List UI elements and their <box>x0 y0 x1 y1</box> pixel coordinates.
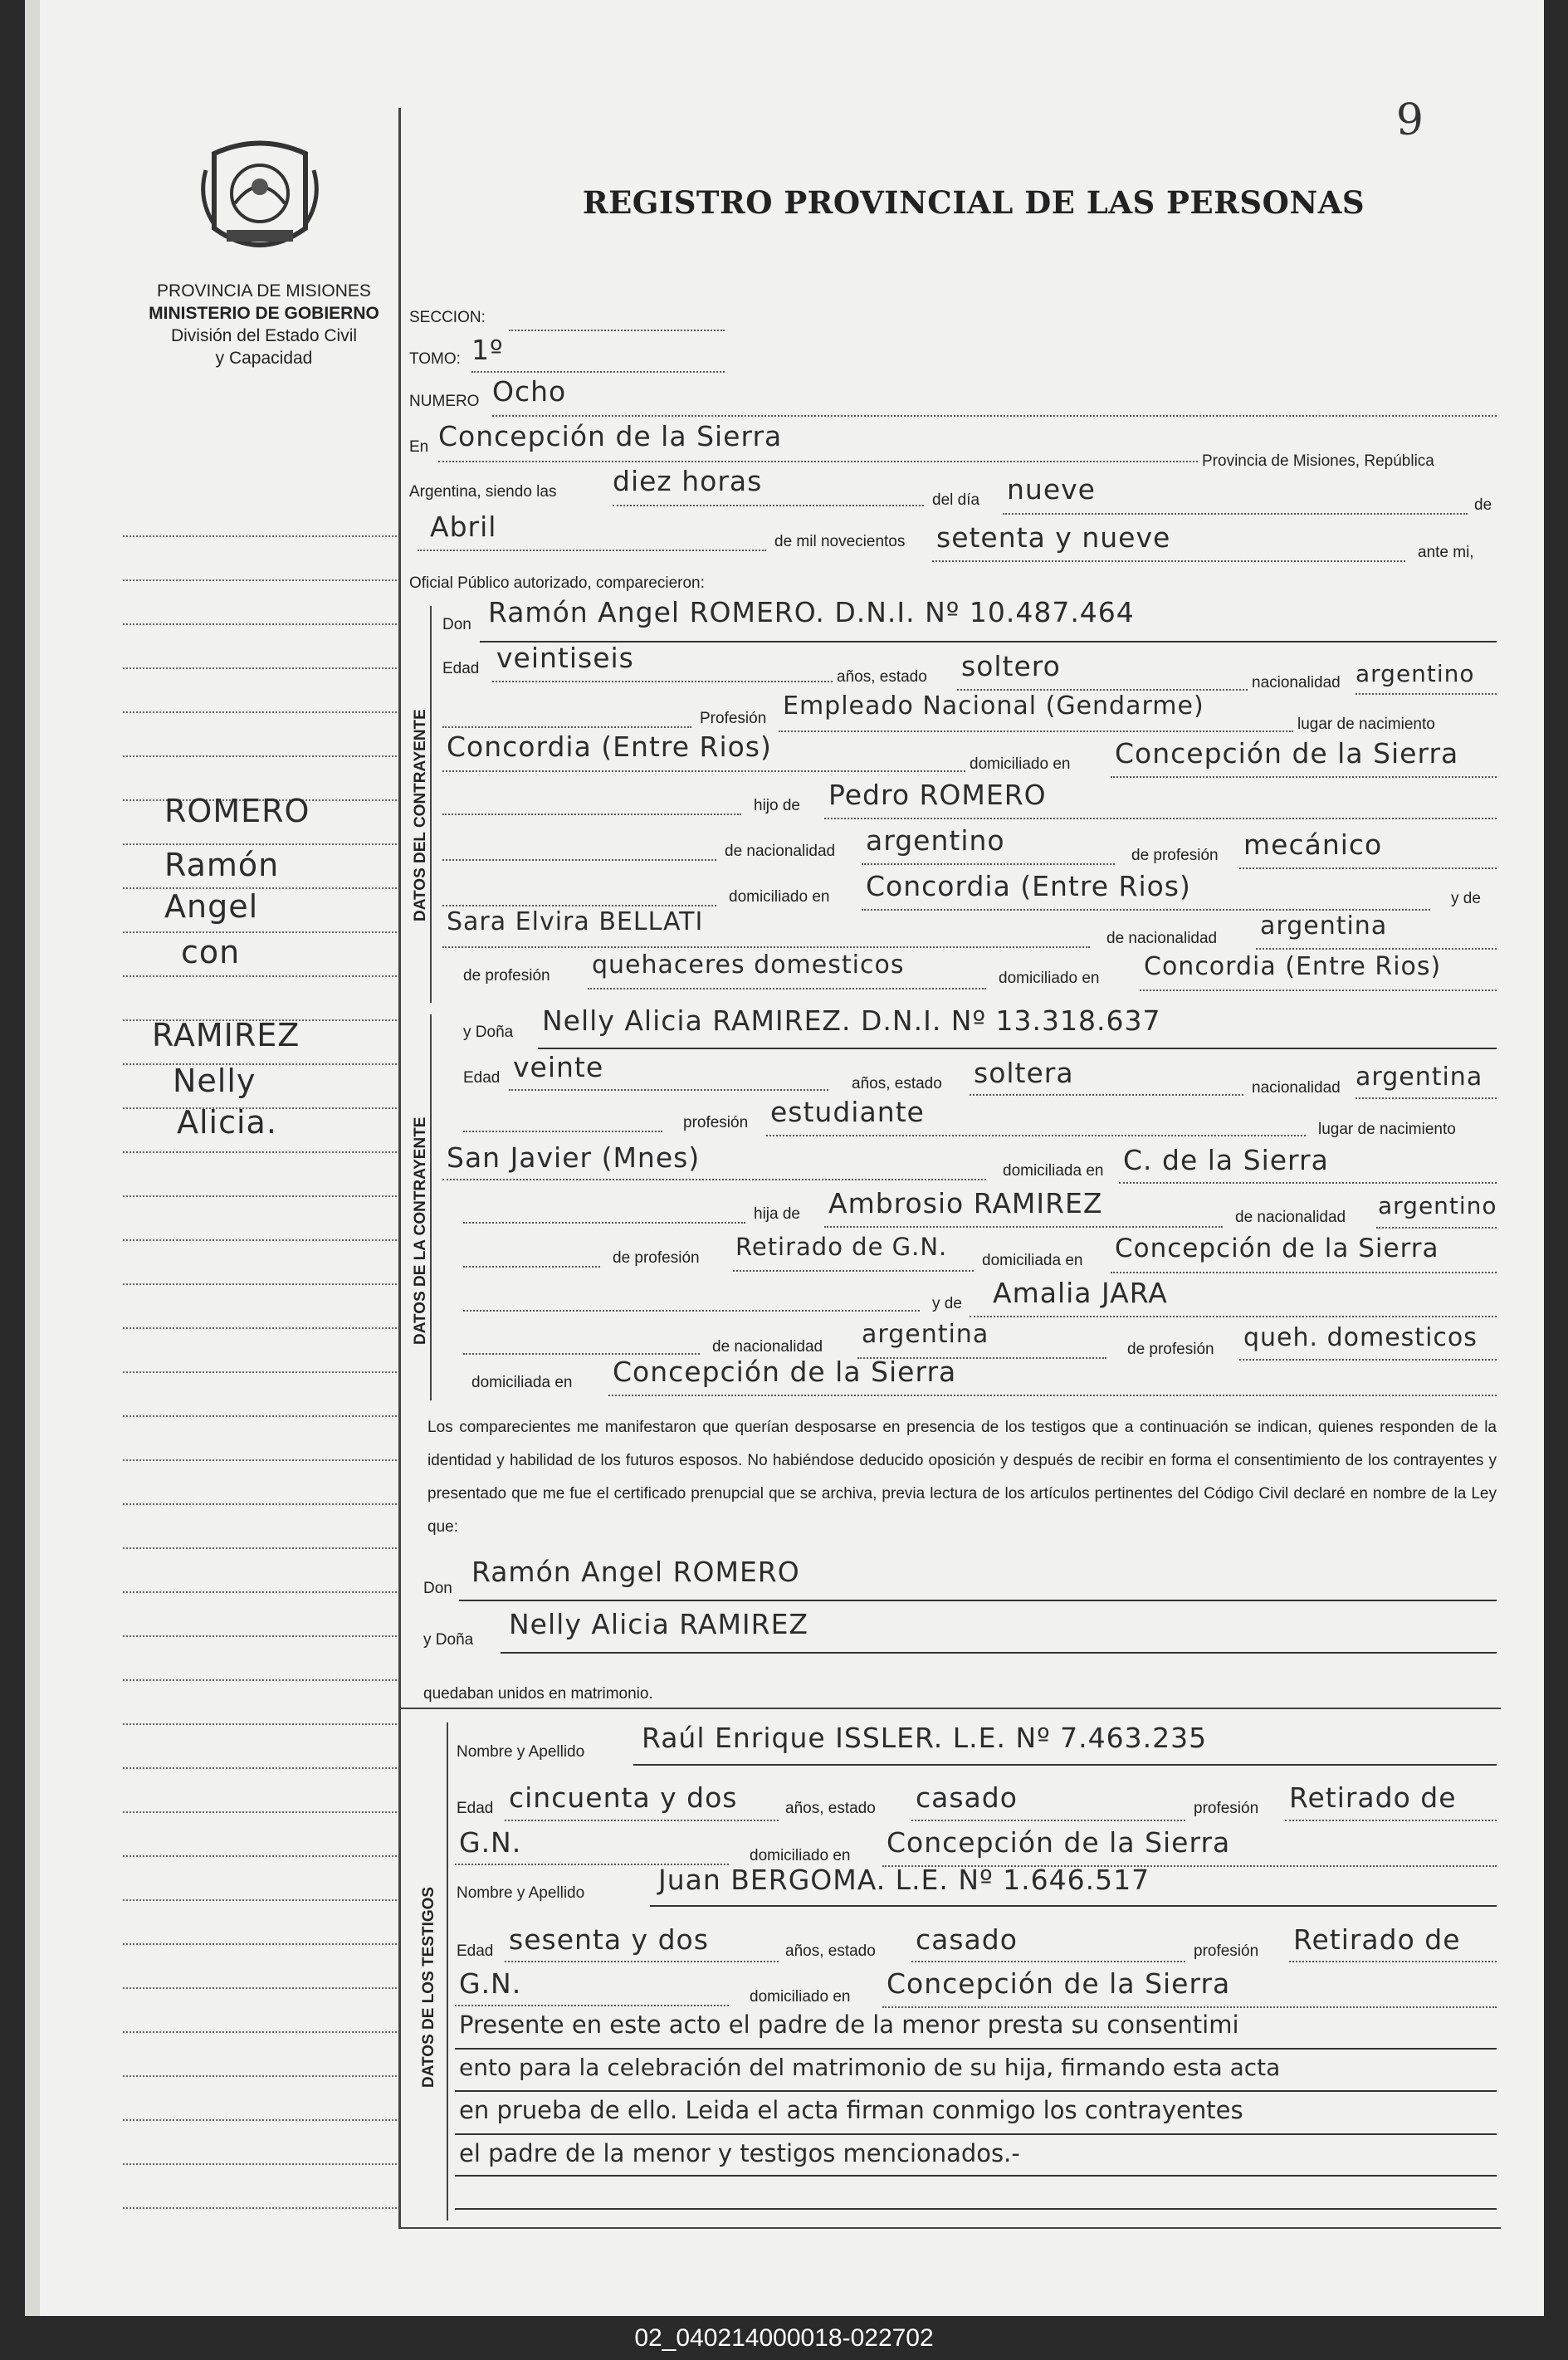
t2-prof2-line <box>455 2005 729 2006</box>
margin-line <box>123 579 397 581</box>
tomo-value: 1º <box>471 334 504 366</box>
obs-line <box>455 2133 1497 2135</box>
estado-el-value: soltero <box>961 650 1061 682</box>
margin-line <box>123 1547 397 1549</box>
margin-line <box>123 535 397 537</box>
madre-line <box>442 946 1090 948</box>
margin-line <box>123 843 397 845</box>
margin-line <box>123 755 397 757</box>
domiciliada-label: domiciliada en <box>982 1252 1083 1269</box>
margin-line <box>123 2207 397 2209</box>
nombre-apellido-label: Nombre y Apellido <box>457 1884 585 1902</box>
edad-ella-value: veinte <box>513 1051 604 1083</box>
prof-madre-el-value: quehaceres domesticos <box>592 950 905 980</box>
padre-line <box>824 1226 1223 1228</box>
dom-padre-ella-value: Concepción de la Sierra <box>1115 1234 1439 1263</box>
margin-line <box>123 931 397 933</box>
tomo-label: TOMO: <box>409 350 461 368</box>
margin-note-line: ROMERO <box>164 793 310 829</box>
section-label-testigos: DATOS DE LOS TESTIGOS <box>420 1886 437 2088</box>
nac-padre-ella-value: argentino <box>1378 1192 1497 1219</box>
margin-line <box>123 1855 397 1857</box>
margin-line <box>123 1635 397 1637</box>
margin-note-line: Ramón <box>164 847 280 883</box>
dona-value: Nelly Alicia RAMIREZ. D.N.I. Nº 13.318.637 <box>542 1004 1161 1037</box>
bottom-rule <box>398 2227 1501 2229</box>
domiciliado-label: domiciliado en <box>750 1847 851 1864</box>
madre-ella-value: Amalia JARA <box>993 1277 1168 1309</box>
hijo-label: hijo de <box>754 797 800 814</box>
margin-line <box>123 1943 397 1945</box>
nacionalidad-label: nacionalidad <box>1252 674 1341 691</box>
nac-pre-line <box>442 859 716 861</box>
padre-ella-value: Ambrosio RAMIREZ <box>828 1187 1103 1219</box>
prof-pre-line <box>442 726 691 728</box>
margin-line <box>123 2075 397 2077</box>
nac-padre-el-value: argentino <box>866 824 1005 857</box>
page-number: 9 <box>1395 95 1424 145</box>
obs-line <box>455 2090 1497 2092</box>
nac-madre-line <box>1256 948 1497 950</box>
section-separator <box>398 1708 1501 1709</box>
profesion-label: Profesión <box>700 710 767 727</box>
province-line: PROVINCIA DE MISIONES <box>157 281 371 300</box>
margin-line <box>123 1723 397 1725</box>
dom-padre-line <box>862 909 1430 911</box>
lugar-el-value: Concordia (Entre Rios) <box>447 730 772 763</box>
don-label: Don <box>442 616 471 633</box>
prof-line <box>766 1135 1306 1136</box>
t1-estado-line <box>911 1820 1185 1821</box>
prof-madre-ella-value: queh. domesticos <box>1243 1323 1478 1352</box>
en-value: Concepción de la Sierra <box>438 420 783 452</box>
madre-el-value: Sara Elvira BELLATI <box>447 907 704 936</box>
margin-line <box>123 1811 397 1813</box>
profesion-label: profesión <box>1194 1800 1259 1817</box>
edad-label: Edad <box>463 1069 501 1087</box>
estado-line <box>970 1094 1243 1096</box>
numero-label: NUMERO <box>409 393 480 410</box>
hija-label: hija de <box>754 1205 800 1223</box>
page-title: REGISTRO PROVINCIAL DE LAS PERSONAS <box>582 184 1365 221</box>
nac-madre-el-value: argentina <box>1260 911 1388 941</box>
t2-nombre-line <box>650 1905 1497 1907</box>
nac-ella-value: argentina <box>1356 1063 1483 1092</box>
t1-nombre-value: Raúl Enrique ISSLER. L.E. Nº 7.463.235 <box>642 1722 1208 1754</box>
prof-line <box>779 730 1293 732</box>
prof-madre-line <box>1239 1359 1497 1361</box>
register-page <box>25 0 1544 2316</box>
prof-padre-ella-value: Retirado de G.N. <box>735 1233 948 1261</box>
t2-estado-line <box>911 1961 1185 1962</box>
edad-label: Edad <box>457 1942 494 1960</box>
oficial-label: Oficial Público autorizado, comparecieron: <box>409 574 705 592</box>
t2-prof2-value: G.N. <box>459 1967 522 2000</box>
ano-value: setenta y nueve <box>936 521 1171 554</box>
observation-line: Presente en este acto el padre de la menor presta su consentimi <box>459 2011 1239 2039</box>
margin-line <box>123 1239 397 1241</box>
t1-edad-value: cincuenta y dos <box>509 1781 738 1814</box>
ministry-line: MINISTERIO DE GOBIERNO <box>149 304 379 323</box>
lugar-line <box>442 770 965 772</box>
header-block <box>106 280 422 369</box>
t2-prof-line <box>1289 1961 1497 1962</box>
nacionalidad-label: nacionalidad <box>1252 1079 1341 1097</box>
margin-line <box>123 1767 397 1769</box>
t1-prof-line <box>1285 1820 1497 1821</box>
dona-final-line <box>501 1652 1497 1654</box>
lugar-nac-label: lugar de nacimiento <box>1318 1121 1456 1138</box>
dom-line <box>1119 1182 1497 1184</box>
anos-estado-label: años, estado <box>785 1942 876 1960</box>
prof-padre-pre-line <box>463 1266 600 1268</box>
y-de-label: y de <box>1451 890 1481 907</box>
dom-pre-line <box>442 905 716 906</box>
edad-label: Edad <box>442 660 480 677</box>
de-profesion-label: de profesión <box>1127 1341 1214 1358</box>
y-de-label: y de <box>932 1295 962 1312</box>
madre-line <box>970 1316 1497 1317</box>
nombre-apellido-label: Nombre y Apellido <box>457 1743 585 1761</box>
lugar-nac-label: lugar de nacimiento <box>1297 716 1435 733</box>
prof-el-value: Empleado Nacional (Gendarme) <box>783 691 1204 721</box>
nac-padre-line <box>1376 1227 1497 1229</box>
t1-nombre-line <box>633 1764 1497 1766</box>
dom-madre-line <box>1140 989 1497 991</box>
dona-final-value: Nelly Alicia RAMIREZ <box>509 1608 809 1640</box>
nac-padre-line <box>862 863 1115 865</box>
prof-ella-value: estudiante <box>770 1096 925 1128</box>
estado-line <box>957 689 1248 691</box>
dia-line <box>1003 513 1468 515</box>
del-dia-label: del día <box>932 491 980 509</box>
observation-line: el padre de la menor y testigos mencionados.- <box>459 2139 1020 2167</box>
t2-dom-line <box>882 2006 1497 2008</box>
margin-line <box>123 1151 397 1153</box>
margin-line <box>123 1283 397 1285</box>
margin-line <box>123 667 397 669</box>
obs-line <box>455 2175 1497 2177</box>
t1-estado-value: casado <box>916 1781 1018 1814</box>
nac-line <box>1356 693 1497 695</box>
t2-dom-value: Concepción de la Sierra <box>887 1967 1231 2000</box>
margin-line <box>123 1899 397 1901</box>
anos-estado-label: años, estado <box>852 1075 942 1092</box>
margin-line <box>123 1063 397 1065</box>
dom-madre-line <box>608 1395 1497 1396</box>
section-divider <box>430 1014 432 1400</box>
de-nacionalidad-label: de nacionalidad <box>1235 1209 1346 1226</box>
margin-divider <box>398 108 401 2229</box>
t2-prof-value: Retirado de <box>1293 1923 1461 1956</box>
de-profesion-label: de profesión <box>613 1249 700 1267</box>
dom-line <box>1111 776 1497 778</box>
mes-line <box>418 550 766 551</box>
lugar-ella-value: San Javier (Mnes) <box>447 1141 701 1174</box>
profesion-label: profesión <box>683 1114 749 1131</box>
section-label-contrayente: DATOS DEL CONTRAYENTE <box>412 709 429 921</box>
de-nacionalidad-label: de nacionalidad <box>712 1338 823 1356</box>
t2-edad-line <box>505 1961 779 1962</box>
don-final-value: Ramón Angel ROMERO <box>471 1556 800 1588</box>
mes-value: Abril <box>430 511 497 543</box>
t2-edad-value: sesenta y dos <box>509 1923 709 1956</box>
margin-line <box>123 1987 397 1989</box>
de-label: de <box>1474 496 1492 514</box>
margin-line <box>123 2163 397 2165</box>
t1-prof2-value: G.N. <box>459 1826 522 1859</box>
don-value: Ramón Angel ROMERO. D.N.I. Nº 10.487.464 <box>488 596 1135 628</box>
y-dona-label: y Doña <box>463 1024 514 1041</box>
provincial-seal-logo <box>198 137 322 261</box>
don-final-label: Don <box>423 1580 452 1597</box>
edad-line <box>509 1089 828 1091</box>
prof-padre-line <box>1239 867 1497 869</box>
nac-line <box>1356 1097 1497 1099</box>
lugar-line <box>442 1179 986 1180</box>
domiciliada-label: domiciliada en <box>1003 1162 1104 1180</box>
margin-line <box>123 1327 397 1329</box>
numero-line <box>492 415 1497 417</box>
quedaban-label: quedaban unidos en matrimonio. <box>423 1685 653 1703</box>
de-nacionalidad-label: de nacionalidad <box>1106 930 1218 947</box>
don-final-line <box>459 1600 1497 1601</box>
section-divider <box>447 1722 448 2221</box>
nac-madre-ella-value: argentina <box>862 1320 989 1349</box>
de-profesion-label: de profesión <box>463 967 550 985</box>
seccion-label: SECCION: <box>409 309 486 326</box>
image-id-footer: 02_040214000018-022702 <box>634 2324 934 2352</box>
nac-el-value: argentino <box>1356 660 1475 687</box>
domiciliado-label: domiciliado en <box>750 1988 851 2006</box>
dom-ella-value: C. de la Sierra <box>1123 1144 1329 1176</box>
margin-line <box>123 1591 397 1593</box>
hijo-pre-line <box>442 814 741 815</box>
en-label: En <box>409 438 429 456</box>
edad-line <box>492 681 833 682</box>
t1-prof-value: Retirado de <box>1289 1781 1457 1814</box>
margin-note-line: Alicia. <box>177 1104 277 1141</box>
section-divider <box>430 606 432 1003</box>
profesion-label: profesión <box>1194 1942 1259 1960</box>
observation-line: en prueba de ello. Leida el acta firman conmigo los contrayentes <box>459 2096 1243 2124</box>
ano-line <box>932 560 1405 562</box>
hora-value: diez horas <box>613 465 763 497</box>
edad-label: Edad <box>457 1800 494 1817</box>
margin-note-line: Angel <box>164 888 259 925</box>
dona-line <box>538 1048 1497 1049</box>
dona-final-label: y Doña <box>423 1631 474 1649</box>
hora-line <box>613 505 924 506</box>
prof-padre-line <box>733 1270 974 1272</box>
prof-madre-line <box>588 988 986 989</box>
numero-value: Ocho <box>492 375 567 408</box>
margin-note-line: Nelly <box>173 1063 256 1099</box>
dom-madre-el-value: Concordia (Entre Rios) <box>1144 952 1442 981</box>
padre-el-value: Pedro ROMERO <box>828 779 1047 811</box>
dia-value: nueve <box>1007 473 1096 506</box>
de-nacionalidad-label: de nacionalidad <box>725 843 836 860</box>
dom-padre-el-value: Concordia (Entre Rios) <box>866 870 1191 902</box>
prof-padre-el-value: mecánico <box>1243 828 1383 861</box>
provincia-label: Provincia de Misiones, República <box>1202 452 1434 470</box>
tomo-line <box>471 371 725 373</box>
declaration-paragraph: Los comparecientes me manifestaron que querían desposarse en presencia de los testigos que a continuación se indican, quienes responden de la identidad y habilidad de los futuros esposos. No habiéndose deducido oposición y después de recibir en forma el consentimiento de los contrayentes y presentado que me fue el certificado prenupcial que se archiva, previa lectura de los artículos pertinentes del Código Civil declaré en nombre de la Ley que: <box>427 1419 1497 1536</box>
margin-note-line: con <box>181 934 241 970</box>
domiciliado-label: domiciliado en <box>729 888 830 906</box>
margin-line <box>123 711 397 713</box>
capacity-line: y Capacidad <box>215 349 313 368</box>
anos-estado-label: años, estado <box>837 668 927 686</box>
estado-ella-value: soltera <box>974 1057 1074 1089</box>
dom-el-value: Concepción de la Sierra <box>1115 737 1459 770</box>
edad-el-value: veintiseis <box>496 642 634 674</box>
domiciliado-label: domiciliado en <box>970 755 1071 773</box>
t2-estado-value: casado <box>916 1923 1018 1956</box>
de-profesion-label: de profesión <box>1131 847 1219 864</box>
t1-edad-line <box>505 1820 779 1821</box>
margin-line <box>123 975 397 977</box>
t2-nombre-value: Juan BERGOMA. L.E. Nº 1.646.517 <box>658 1864 1150 1896</box>
anos-estado-label: años, estado <box>785 1800 876 1817</box>
domiciliada-label: domiciliada en <box>471 1374 573 1391</box>
hija-pre-line <box>463 1222 745 1224</box>
de-mil-label: de mil novecientos <box>774 533 906 550</box>
margin-line <box>123 2119 397 2121</box>
margin-line <box>123 1415 397 1417</box>
margin-note-line: RAMIREZ <box>152 1017 300 1053</box>
obs-line <box>455 2208 1497 2210</box>
y-de-pre-line <box>463 1310 920 1312</box>
margin-line <box>123 1679 397 1681</box>
division-line: División del Estado Civil <box>170 326 358 345</box>
dom-padre-line <box>1111 1272 1497 1273</box>
nac-pre-line <box>463 1353 700 1355</box>
margin-line <box>123 1503 397 1505</box>
margin-line <box>123 2031 397 2033</box>
observation-line: ento para la celebración del matrimonio de su hija, firmando esta acta <box>459 2054 1281 2081</box>
padre-line <box>824 818 1497 819</box>
margin-line <box>123 1371 397 1373</box>
en-line <box>438 461 1198 462</box>
argentina-label: Argentina, siendo las <box>409 483 557 501</box>
prof-pre-line <box>463 1131 662 1132</box>
domiciliado-label: domiciliado en <box>999 970 1100 987</box>
seccion-line <box>509 330 725 331</box>
t1-dom-value: Concepción de la Sierra <box>887 1826 1231 1859</box>
margin-line <box>123 623 397 625</box>
section-label-contrayenta: DATOS DE LA CONTRAYENTE <box>412 1116 429 1345</box>
obs-line <box>455 2048 1497 2050</box>
dom-madre-ella-value: Concepción de la Sierra <box>613 1356 957 1388</box>
margin-line <box>123 1459 397 1461</box>
ante-mi-label: ante mi, <box>1418 544 1474 561</box>
margin-line <box>123 1195 397 1197</box>
